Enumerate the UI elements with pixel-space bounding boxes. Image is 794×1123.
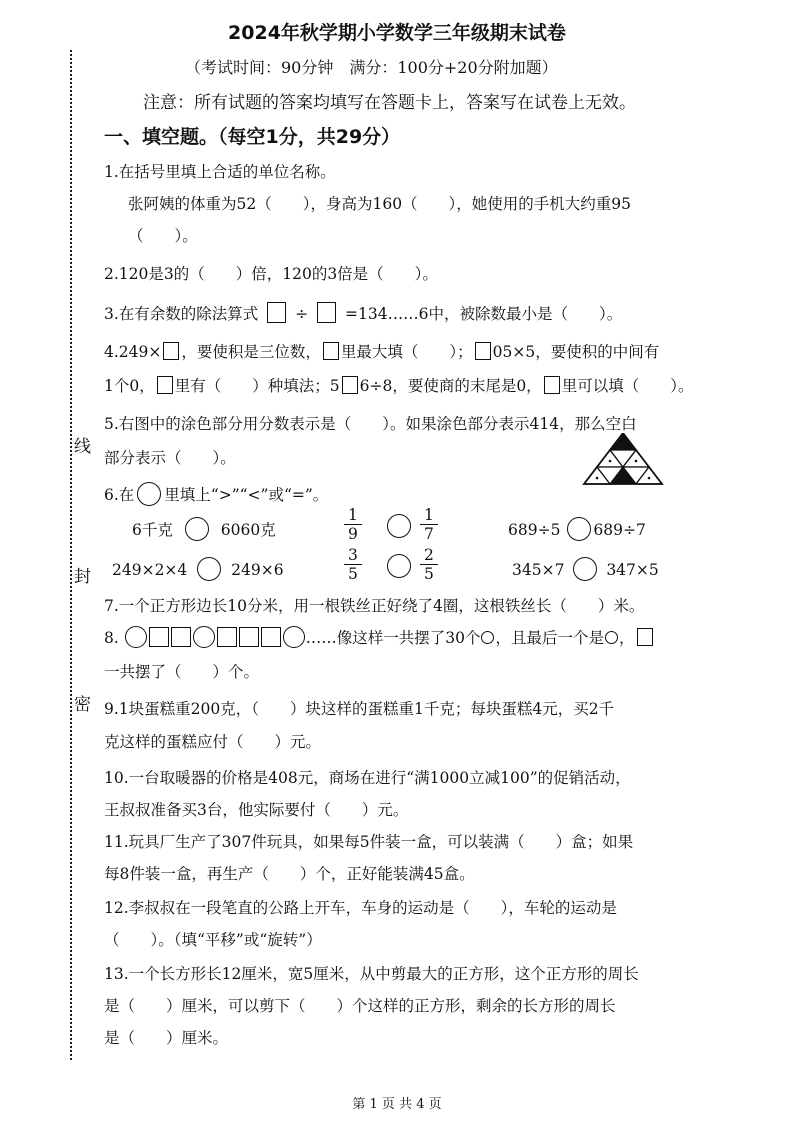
compare-circle bbox=[185, 517, 209, 541]
q1-line2: 张阿姨的体重为52（ ），身高为160（ ），她使用的手机大约重95 bbox=[128, 195, 632, 213]
q6-item bbox=[132, 517, 276, 541]
compare-circle bbox=[387, 514, 411, 538]
q6-text: 6.在 bbox=[104, 486, 135, 504]
q9-line1: 9.1块蛋糕重200克，（ ）块这样的蛋糕重1千克；每块蛋糕4元，买2千 bbox=[104, 700, 615, 718]
compare-circle bbox=[567, 517, 591, 541]
blank-box bbox=[317, 302, 336, 323]
page-number: 第 1 页 共 4 页 bbox=[352, 1097, 442, 1112]
q6-right: 249×6 bbox=[231, 561, 284, 579]
q11-line2: 每8件装一盒，再生产（ ）个，正好能装满45盒。 bbox=[104, 865, 475, 883]
q6-right: 347×5 bbox=[606, 561, 659, 579]
q10-line2: 王叔叔准备买3台，他实际要付（ ）元。 bbox=[104, 801, 409, 819]
pattern-circle bbox=[283, 626, 305, 648]
q6-right: 689÷7 bbox=[593, 521, 646, 539]
binding-label-seal: 封 bbox=[74, 560, 91, 589]
q6-text: 里填上“>”“<”或“=”。 bbox=[164, 486, 329, 504]
q13-line3: 是（ ）厘米。 bbox=[104, 1029, 229, 1047]
q3-div-sign: ÷ bbox=[295, 305, 309, 323]
q12-line2: （ ）。（填“平移”或“旋转”） bbox=[104, 931, 322, 949]
compare-circle bbox=[387, 554, 411, 578]
q9-line2: 克这样的蛋糕应付（ ）元。 bbox=[104, 733, 322, 751]
q8-text: ，且最后一个是 bbox=[495, 629, 604, 647]
q6-left: 6千克 bbox=[132, 521, 173, 539]
q7-text: 7.一个正方形边长10分米，用一根铁丝正好绕了4圈，这根铁丝长（ ）米。 bbox=[104, 597, 645, 615]
q11-line1: 11.玩具厂生产了307件玩具，如果每5件装一盒，可以装满（ ）盒；如果 bbox=[104, 833, 634, 851]
q4-text: 1个0， bbox=[104, 377, 155, 395]
numerator: 1 bbox=[420, 506, 438, 525]
blank-box bbox=[163, 342, 179, 360]
fraction bbox=[420, 506, 438, 543]
binding-label-line: 线 bbox=[74, 430, 91, 459]
pattern-square bbox=[239, 627, 259, 647]
denominator: 7 bbox=[424, 525, 434, 543]
q10-line1: 10.一台取暖器的价格是408元，商场在进行“满1000立减100”的促销活动， bbox=[104, 769, 631, 787]
q1-line3: （ ）。 bbox=[128, 227, 198, 245]
q4-text: 里有（ ）种填法；5 bbox=[174, 377, 340, 395]
q6-left: 689÷5 bbox=[508, 521, 561, 539]
page-title: 2024年秋学期小学数学三年级期末试卷 bbox=[228, 22, 566, 44]
binding-line bbox=[70, 50, 72, 1060]
q4-text: 里可以填（ ）。 bbox=[561, 377, 694, 395]
triangle-figure bbox=[574, 433, 672, 485]
q8-text: ……像这样一共摆了30个 bbox=[305, 629, 481, 647]
blank-box bbox=[323, 342, 339, 360]
denominator: 5 bbox=[348, 565, 358, 583]
q12-line1: 12.李叔叔在一段笔直的公路上开车，车身的运动是（ ），车轮的运动是 bbox=[104, 899, 617, 917]
q6-item bbox=[112, 557, 284, 581]
numerator: 1 bbox=[344, 506, 362, 525]
q4-line1 bbox=[104, 340, 659, 362]
pattern-square bbox=[261, 627, 281, 647]
pattern-square bbox=[217, 627, 237, 647]
fraction bbox=[420, 546, 438, 583]
q13-line1: 13.一个长方形长12厘米，宽5厘米，从中剪最大的正方形，这个正方形的周长 bbox=[104, 965, 639, 983]
exam-info: （考试时间：90分钟 满分：100分+20分附加题） bbox=[185, 58, 558, 77]
pattern-square bbox=[171, 627, 191, 647]
q6-left: 249×2×4 bbox=[112, 561, 188, 579]
q8-line1 bbox=[104, 626, 655, 648]
q3-line bbox=[104, 302, 622, 324]
compare-circle bbox=[573, 557, 597, 581]
q6-right: 6060克 bbox=[220, 521, 276, 539]
square-symbol bbox=[637, 628, 653, 646]
compare-circle bbox=[197, 557, 221, 581]
binding-label-secret: 密 bbox=[74, 688, 91, 717]
denominator: 9 bbox=[348, 525, 358, 543]
q4-text: 6÷8，要使商的末尾是0， bbox=[359, 377, 542, 395]
q4-line2 bbox=[104, 374, 693, 396]
blank-box bbox=[475, 342, 491, 360]
denominator: 5 bbox=[424, 565, 434, 583]
q2-text: 2.120是3的（ ）倍，120的3倍是（ ）。 bbox=[104, 265, 438, 283]
pattern-square bbox=[149, 627, 169, 647]
blank-box bbox=[544, 376, 560, 394]
pattern-circle bbox=[193, 626, 215, 648]
q6-item bbox=[512, 557, 659, 581]
q8-text: ， bbox=[618, 629, 635, 647]
fraction bbox=[344, 506, 362, 543]
fraction bbox=[344, 546, 362, 583]
q5-line1: 5.右图中的涂色部分用分数表示是（ ）。如果涂色部分表示414，那么空白 bbox=[104, 415, 637, 433]
blank-box bbox=[342, 376, 358, 394]
q4-text: ，要使积是三位数， bbox=[181, 343, 321, 361]
q3-text-a: 3.在有余数的除法算式 bbox=[104, 305, 259, 323]
q8-number: 8. bbox=[104, 629, 119, 647]
section-heading: 一、填空题。（每空1分，共29分） bbox=[104, 126, 401, 148]
q1-prompt: 1.在括号里填上合适的单位名称。 bbox=[104, 163, 336, 181]
exam-notice: 注意：所有试题的答案均填写在答题卡上，答案写在试卷上无效。 bbox=[143, 93, 636, 113]
pattern-circle bbox=[125, 626, 147, 648]
q6-left: 345×7 bbox=[512, 561, 565, 579]
q13-line2: 是（ ）厘米，可以剪下（ ）个这样的正方形，剩余的长方形的周长 bbox=[104, 997, 616, 1015]
blank-box bbox=[267, 302, 286, 323]
q4-text: 05×5，要使积的中间有 bbox=[492, 343, 660, 361]
q6-intro bbox=[104, 482, 328, 506]
numerator: 3 bbox=[344, 546, 362, 565]
numerator: 2 bbox=[420, 546, 438, 565]
blank-box bbox=[157, 376, 173, 394]
compare-circle bbox=[137, 482, 161, 506]
q5-line2: 部分表示（ ）。 bbox=[104, 449, 236, 467]
circle-symbol bbox=[481, 631, 494, 644]
q8-line2: 一共摆了（ ）个。 bbox=[104, 663, 260, 681]
q6-item bbox=[508, 517, 646, 541]
circle-symbol bbox=[605, 631, 618, 644]
q4-text: 里最大填（ ）； bbox=[340, 343, 473, 361]
q4-text: 4.249× bbox=[104, 343, 162, 361]
q3-text-b: =134……6中，被除数最小是（ ）。 bbox=[345, 305, 623, 323]
